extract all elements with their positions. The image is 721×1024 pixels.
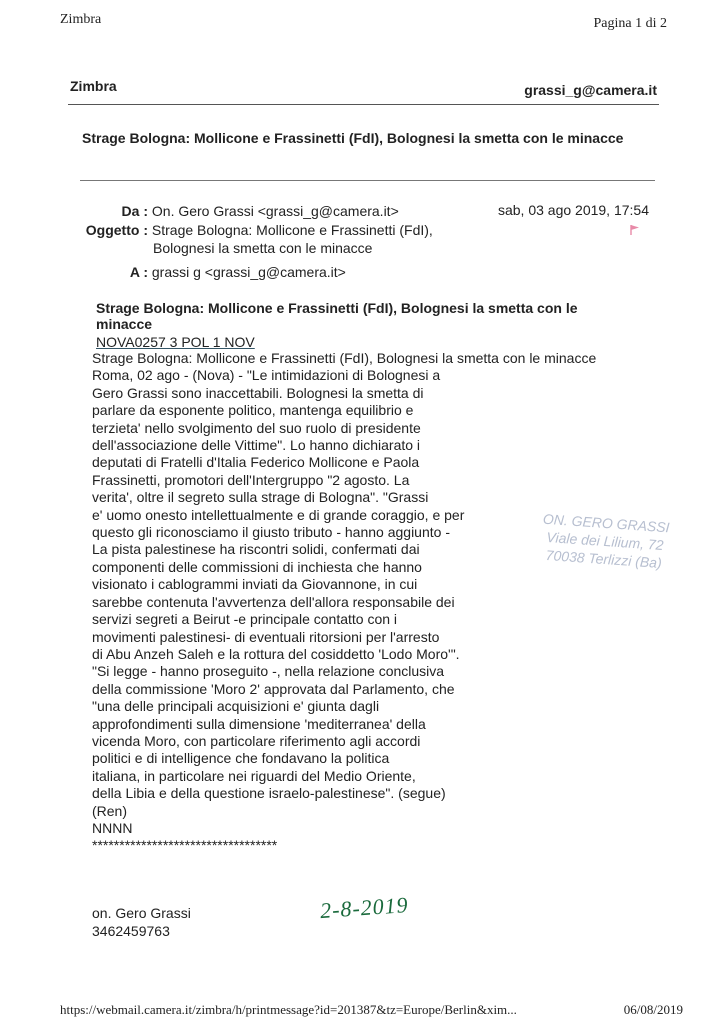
- from-value[interactable]: On. Gero Grassi <grassi_g@camera.it>: [151, 203, 399, 219]
- print-footer-url: https://webmail.camera.it/zimbra/h/printmessage?id=201387&tz=Europe/Berlin&xim...: [60, 1002, 517, 1017]
- message-title: Strage Bologna: Mollicone e Frassinetti (FdI), Bolognesi la smetta con le minacce: [96, 300, 578, 332]
- page-title: Strage Bologna: Mollicone e Frassinetti (FdI), Bolognesi la smetta con le minacce: [82, 130, 624, 146]
- print-footer-date: 06/08/2019: [623, 1002, 683, 1017]
- subject-value-line2: Bolognesi la smetta con le minacce: [153, 240, 373, 256]
- header-divider: [68, 104, 659, 105]
- to-label: A :: [129, 264, 148, 280]
- signature-phone: 3462459763: [92, 923, 170, 939]
- agency-code: NOVA0257 3 POL 1 NOV: [96, 334, 255, 350]
- subject-row: [80, 221, 433, 239]
- handwritten-date: 2-8-2019: [319, 891, 410, 924]
- subject-label: Oggetto :: [85, 222, 148, 238]
- subject-divider: [80, 180, 655, 181]
- subject-value-line1: Strage Bologna: Mollicone e Frassinetti (FdI),: [151, 222, 433, 238]
- stamp-line-2: Viale dei Lilium, 72: [545, 528, 665, 554]
- message-body: Strage Bologna: Mollicone e Frassinetti (FdI), Bolognesi la smetta con le minacce Roma, 02 ago - (Nova) - "Le intimidazioni di Bolognesi a Gero Grassi sono inaccettabili. Bolognesi la smetta di parlare da esponente politico, mantenga equilibrio e terzieta' nello svolgimento del suo ruolo di presidente dell'associazione delle Vittime". Lo hanno dichiarato i deputati di Fratelli d'Italia Federico Mollicone e Paola Frassinetti, promotori dell'Intergruppo "2 agosto. La verita', oltre il segreto sulla strage di Bologna". "Grassi e' uomo onesto intellettualmente e di grande coraggio, e per questo gli riconosciamo il giusto tributo - hanno aggiunto - La pista palestinese ha riscontri solidi, confermati dai componenti delle commissioni di inchiesta che hanno visionato i cablogrammi inviati da Giovannone, in cui sarebbe contenuta l'avvertenza dell'allora responsabile dei servizi segreti a Beirut -e principale contatto con i movimenti palestinesi- di eventuali ritorsioni per l'arresto di Abu Anzeh Saleh e la rottura del cosiddetto 'Lodo Moro'". "Si legge - hanno proseguito -, nella relazione conclusiva della commissione 'Moro 2' approvata dal Parlamento, che "una delle principali acquisizioni e' giunta dagli approfondimenti sulla dimensione 'mediterranea' della vicenda Moro, con particolare riferimento agli accordi politici e di intelligence che fondavano la politica italiana, in particolare nei riguardi del Medio Oriente, della Libia e della questione israelo-palestinese". (segue) (Ren) NNNN **********************************: [92, 350, 597, 854]
- app-name: Zimbra: [70, 78, 117, 94]
- to-value[interactable]: grassi g <grassi_g@camera.it>: [151, 264, 346, 280]
- from-label: Da :: [121, 203, 148, 219]
- print-header-page: Pagina 1 di 2: [593, 16, 667, 31]
- message-date: sab, 03 ago 2019, 17:54: [497, 202, 649, 218]
- print-header-left: Zimbra: [60, 12, 102, 27]
- to-row: [80, 263, 346, 281]
- signature: [92, 904, 191, 940]
- stamp-line-1: ON. GERO GRASSI: [542, 510, 671, 536]
- account-email: grassi_g@camera.it: [524, 82, 657, 98]
- flag-icon[interactable]: [629, 224, 641, 236]
- from-row: [80, 202, 399, 220]
- stamp-line-3: 70038 Terlizzi (Ba): [545, 546, 663, 571]
- signature-name: on. Gero Grassi: [92, 905, 191, 921]
